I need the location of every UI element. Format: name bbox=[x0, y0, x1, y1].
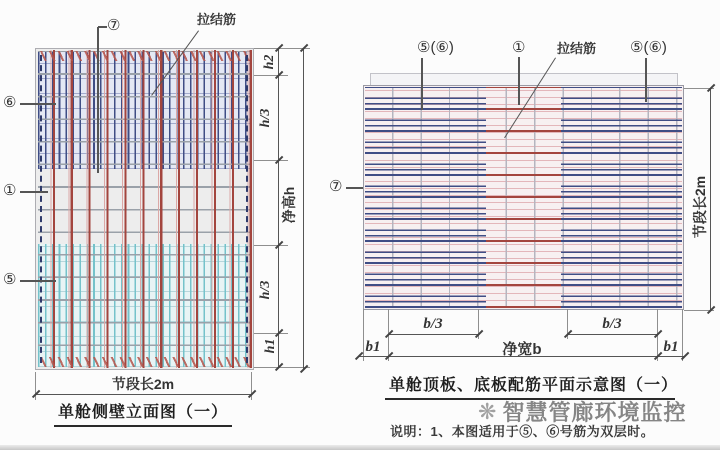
slab-extra-bars-left-third bbox=[365, 87, 486, 308]
tie-hooks-top bbox=[38, 51, 251, 61]
slab-extra-bars-right-third bbox=[561, 87, 682, 308]
callout-bar56-left: ⑤(⑥) bbox=[417, 39, 454, 56]
watermark-text: 智慧管廊环境监控 bbox=[502, 400, 687, 425]
dim-tick bbox=[475, 330, 483, 338]
callout-bar1-plan-leader bbox=[518, 57, 520, 105]
dim-b3-right: b/3 bbox=[602, 316, 622, 332]
dim-h2: h2 bbox=[262, 54, 277, 70]
callout-bar5: ⑤ bbox=[3, 271, 17, 288]
callout-bar6: ⑥ bbox=[3, 94, 17, 111]
bottom-gray-bar bbox=[0, 445, 720, 450]
dim-segment-length: 节段长2m bbox=[111, 376, 175, 392]
callout-bar7-leader-h bbox=[98, 26, 107, 28]
dim-b1-left: b1 bbox=[365, 339, 381, 355]
right-diagram-title: 单舱顶板、底板配筋平面示意图（一） bbox=[385, 372, 675, 400]
wall-vertical-main-bars bbox=[37, 50, 252, 368]
ext-line bbox=[254, 245, 288, 246]
callout-bar56-right-leader bbox=[645, 58, 647, 102]
edge-bar-right bbox=[246, 55, 248, 363]
watermark-logo-icon: ❋ bbox=[478, 398, 497, 424]
callout-bar7: ⑦ bbox=[107, 17, 121, 34]
callout-bar1: ① bbox=[3, 182, 17, 199]
dim-tick bbox=[300, 365, 308, 373]
dim-h3-top: h/3 bbox=[258, 108, 273, 128]
callout-bar1-plan: ① bbox=[512, 39, 526, 56]
dim-line-segment-length bbox=[35, 394, 252, 395]
watermark bbox=[478, 396, 686, 427]
slab-plan-diagram bbox=[363, 85, 684, 310]
callout-bar1-leader bbox=[20, 191, 48, 193]
dim-b1-right: b1 bbox=[663, 339, 679, 355]
side-wall-elevation-diagram bbox=[35, 48, 254, 370]
ext-line bbox=[251, 372, 252, 400]
callout-bar6-leader bbox=[20, 103, 56, 105]
left-diagram-title: 单舱侧壁立面图（一） bbox=[52, 399, 234, 427]
ext-line bbox=[254, 367, 310, 368]
callout-bar7-plan-leader bbox=[346, 187, 363, 189]
dim-b3-left: b/3 bbox=[423, 316, 443, 332]
ext-line bbox=[254, 160, 288, 161]
ext-line bbox=[35, 372, 36, 400]
dim-line-segment-length-plan bbox=[710, 88, 711, 310]
dim-clear-width: 净宽b bbox=[502, 341, 542, 358]
dim-segment-length-plan: 节段长2m bbox=[692, 175, 708, 239]
callout-bar56-left-leader bbox=[421, 58, 423, 110]
callout-tie-bar-label: 拉结筋 bbox=[197, 12, 237, 27]
callout-tie-bar-label-plan: 拉结筋 bbox=[557, 41, 597, 56]
callout-bar56-right: ⑤(⑥) bbox=[630, 39, 667, 56]
tie-hooks-bottom bbox=[38, 357, 251, 367]
dim-line-b3-right bbox=[567, 334, 657, 335]
dim-clear-height: 净高h bbox=[281, 186, 297, 224]
callout-bar7-leader-v bbox=[97, 27, 99, 173]
dim-tick bbox=[248, 390, 256, 398]
dim-line-clear-height bbox=[303, 48, 304, 370]
dim-h1: h1 bbox=[263, 338, 278, 354]
dim-line-b3-left bbox=[388, 334, 478, 335]
callout-bar7-plan: ⑦ bbox=[329, 178, 343, 195]
dim-tick bbox=[654, 330, 662, 338]
edge-bar-left bbox=[40, 55, 42, 363]
callout-bar5-leader bbox=[20, 280, 56, 282]
drawing-note: 说明：1、本图适用于⑤、⑥号筋为双层时。 bbox=[390, 424, 655, 439]
dim-h3-bottom: h/3 bbox=[258, 280, 273, 300]
